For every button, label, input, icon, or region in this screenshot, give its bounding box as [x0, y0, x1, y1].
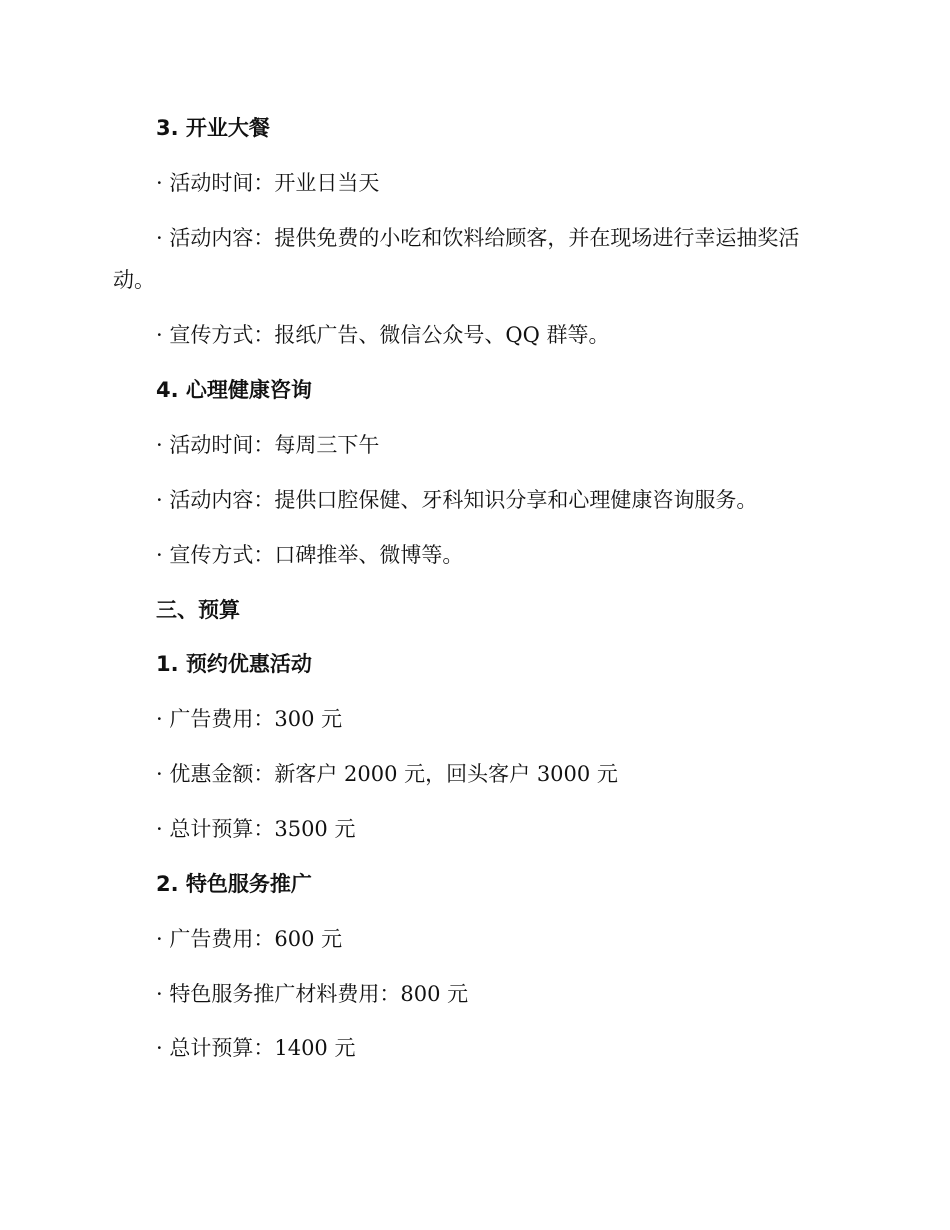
- ad-cost: · 广告费用：300 元: [156, 707, 343, 731]
- activity-time: · 活动时间：每周三下午: [156, 433, 380, 457]
- budget-item-heading-feature-promotion: 2. 特色服务推广: [156, 872, 312, 896]
- activity-content: · 活动内容：提供口腔保健、牙科知识分享和心理健康咨询服务。: [156, 488, 758, 512]
- promotion-method: · 宣传方式：报纸广告、微信公众号、QQ 群等。: [156, 323, 610, 347]
- activity-content: · 活动内容：提供免费的小吃和饮料给顾客，并在现场进行幸运抽奖活: [156, 226, 800, 250]
- activity-content-continued: 动。: [113, 268, 155, 292]
- activity-time: · 活动时间：开业日当天: [156, 171, 380, 195]
- budget-heading: 三、预算: [156, 598, 240, 622]
- promotion-method: · 宣传方式：口碑推举、微博等。: [156, 543, 464, 567]
- ad-cost: · 广告费用：600 元: [156, 927, 343, 951]
- total-budget: · 总计预算：1400 元: [156, 1036, 356, 1060]
- section-heading-mental-health: 4. 心理健康咨询: [156, 378, 312, 402]
- material-cost: · 特色服务推广材料费用：800 元: [156, 982, 469, 1006]
- budget-item-heading-booking-discount: 1. 预约优惠活动: [156, 652, 312, 676]
- discount-amount: · 优惠金额：新客户 2000 元，回头客户 3000 元: [156, 762, 618, 786]
- section-heading-opening-meal: 3. 开业大餐: [156, 116, 270, 140]
- total-budget: · 总计预算：3500 元: [156, 817, 356, 841]
